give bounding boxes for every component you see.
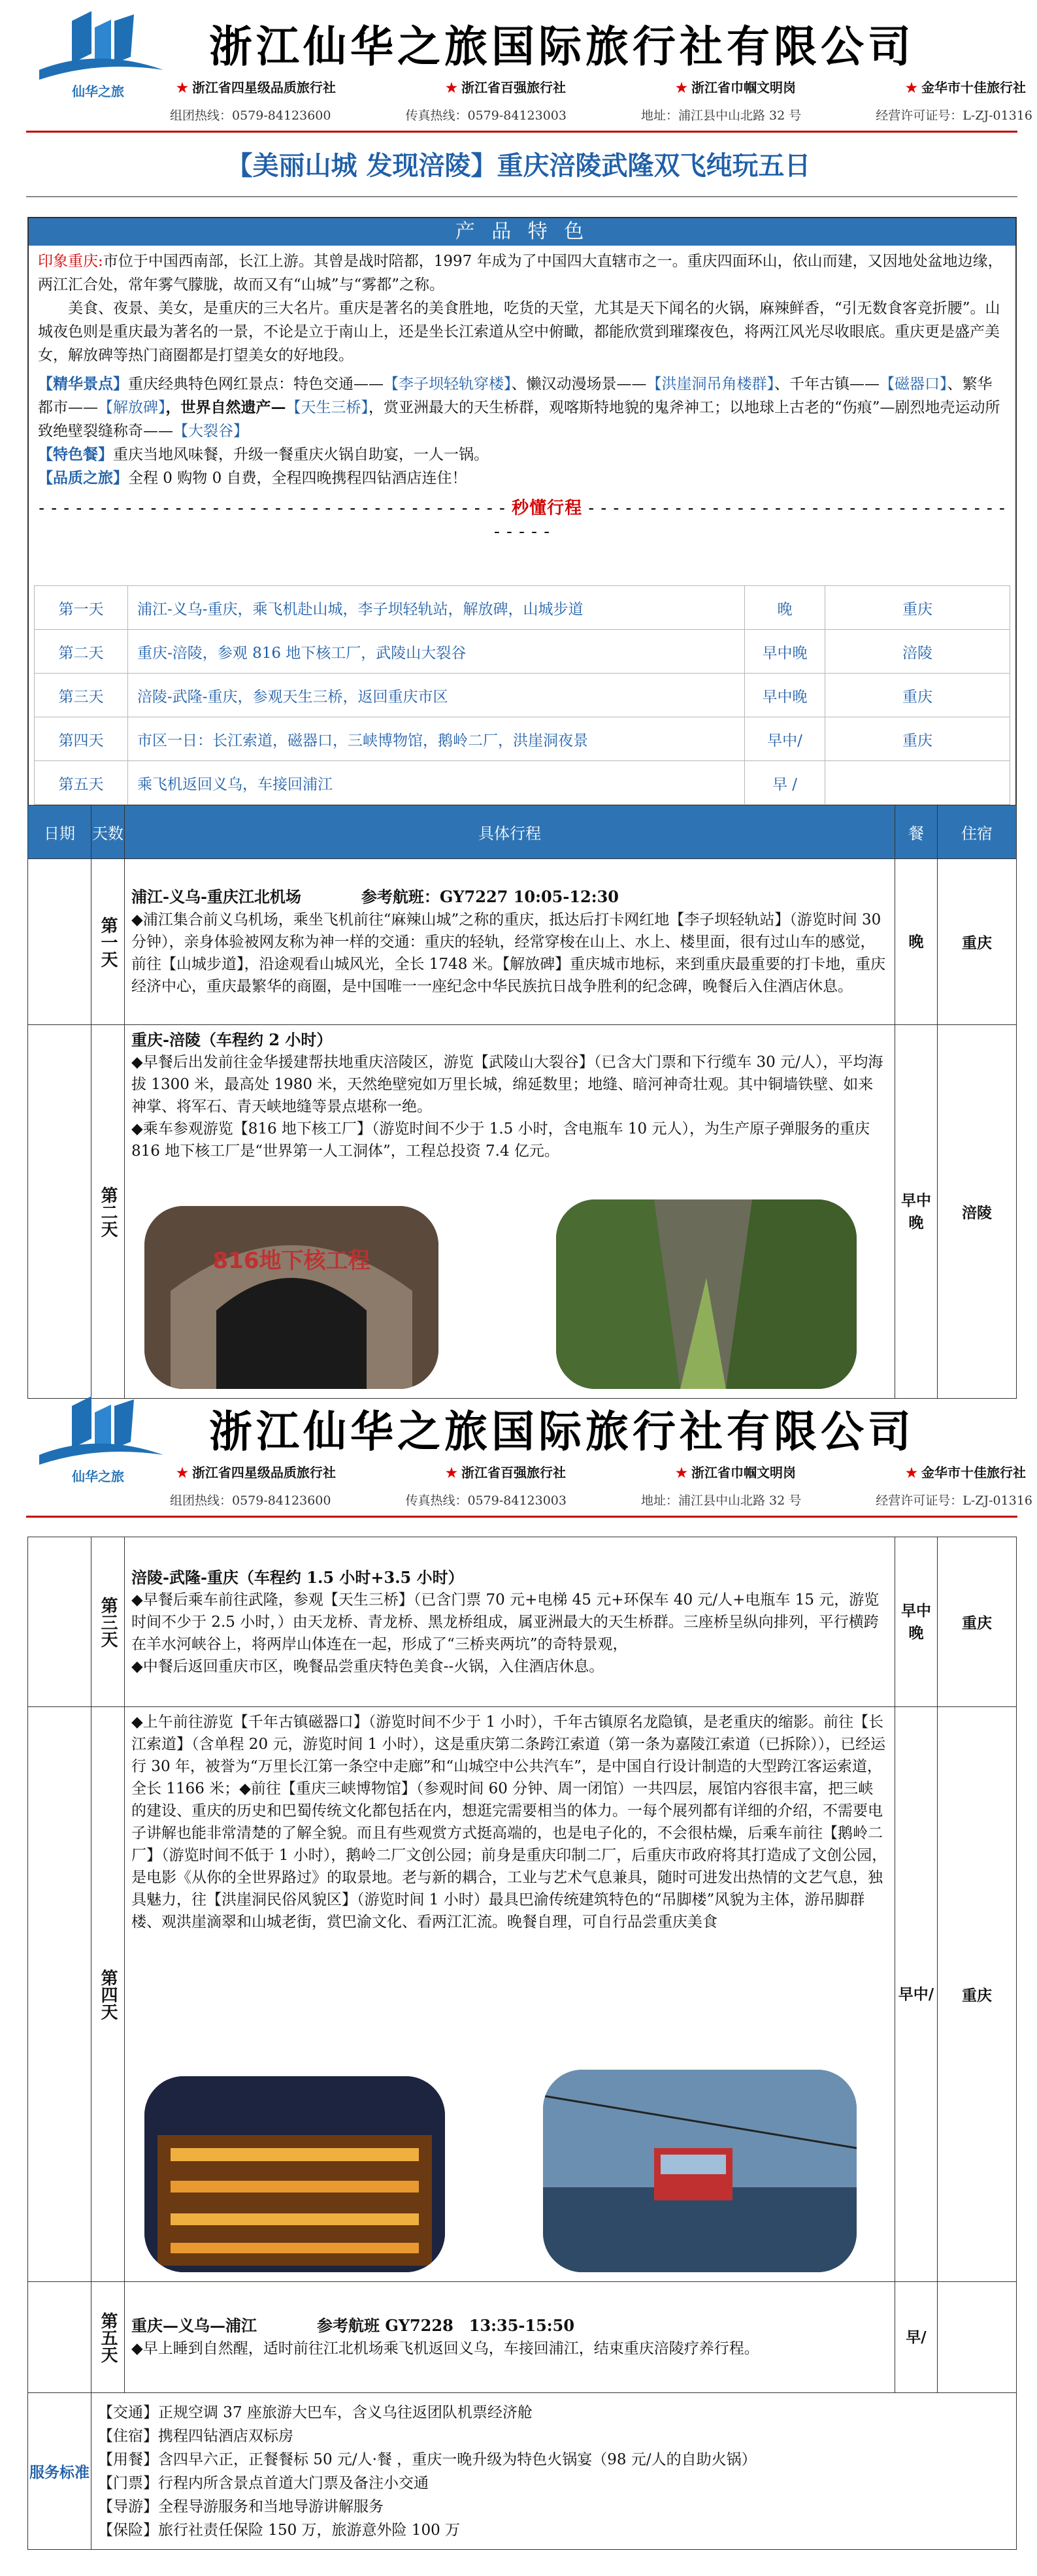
honor-item: ★ 金华市十佳旅行社 xyxy=(906,1465,1026,1480)
address-text: 地址：浦江县中山北路 32 号 xyxy=(641,108,802,123)
svg-text:仙华之旅: 仙华之旅 xyxy=(72,85,124,99)
letterhead xyxy=(0,1385,1037,1516)
day-description: 涪陵-武隆-重庆（车程约 1.5 小时+3.5 小时） ◆早餐后乘车前往武隆，参观【天生三桥】（已含门票 70 元+电梯 45 元+环保车 40 元/人+电瓶车 15 元，游览时间不少于 2.5 小时，）由天龙桥、青龙桥、黑龙桥组成，属亚洲最大的天生桥群。三座桥呈纵向排列，平行横跨在羊水河峡谷上，将两岸山体连在一起，形成了“三桥夹两坑”的奇特景观， ◆中餐后返回重庆市区，晚餐品尝重庆特色美食--火锅，入住酒店休息。 xyxy=(125,1537,895,1707)
meal-paragraph: 【特色餐】重庆当地风味餐，升级一餐重庆火锅自助宴，一人一锅。 xyxy=(38,446,489,463)
day-row: 第二天 重庆-涪陵（车程约 2 小时） ◆早餐后出发前往金华援建帮扶地重庆涪陵区，游览【武陵山大裂谷】（已含大门票和下行缆车 30 元/人），平均海拔 1300 米，最高处 1980 米，天然绝壁宛如万里长城，绵延数里；地缝、暗河神奇壮观。其中铜墙铁壁、如来神掌、将军石、青天峡地缝等景点堪称一绝。 ◆乘车参观游览【816 地下核工厂】（游览时间不少于 1.5 小时，含电瓶车 10 元人），为生产原子弹服务的重庆 816 地下核工厂是“世界第一人工洞体”，工程总投资 7.4 亿元。 816地下核工程 早中晚 涪陵 xyxy=(28,1025,1017,1399)
phone-text: 组团热线：0579-84123600 xyxy=(170,108,331,123)
contact-line xyxy=(170,106,1032,123)
service-row: 服务标准 【交通】正规空调 37 座旅游大巴车，含义乌往返团队机票经济舱 【住宿】携程四钻酒店双标房 【用餐】含四早六正，正餐餐标 50 元/人·餐 ，重庆一晚升级为特色火锅宴（98 元/人的自助火锅） 【门票】行程内所含景点首道大门票及备注小交通 【导游】全程导游服务和当地导游讲解服务 【保险】旅行社责任保险 150 万，旅游意外险 100 万 xyxy=(28,2393,1017,2550)
tunnel-photo xyxy=(144,1206,438,1389)
letterhead xyxy=(0,0,1037,131)
honor-item: ★ 金华市十佳旅行社 xyxy=(906,80,1026,95)
honor-item: ★ 浙江省百强旅行社 xyxy=(446,80,566,95)
divider xyxy=(26,1516,1017,1518)
itinerary-table xyxy=(27,805,1017,1399)
company-name: 浙江仙华之旅国际旅行社有限公司 xyxy=(209,1407,915,1457)
contact-line xyxy=(170,1491,1032,1508)
honor-item: ★ 浙江省四星级品质旅行社 xyxy=(176,80,336,95)
honor-item: ★ 浙江省巾帼文明岗 xyxy=(676,1465,796,1480)
quick-title-row: - - - - - - - - - - - - - - - - - - - - - - - - - - - - - - - - - - - - - - 秒懂行程 - - - - - - - - - - - - - - - - - - - - - - - - - - - - - - - - - - - - - - - xyxy=(39,498,1006,542)
features-heading: 产 品 特 色 xyxy=(29,218,1015,246)
day-description: ◆上午前往游览【千年古镇磁器口】（游览时间不少于 1 小时），千年古镇原名龙隐镇，是老重庆的缩影。前往【长江索道】（含单程 20 元，游览时间 1 小时），这是重庆第二条跨江索道（第一条为嘉陵江索道（已拆除）），已经运行 30 年，被誉为“万里长江第一条空中走廊”和“山城空中公共汽车”，是中国自行设计制造的大型跨江客运索道，全长 1166 米；◆前往【重庆三峡博物馆】（参观时间 60 分钟、周一闭馆）一共四层，展馆内容很丰富，把三峡的建设、重庆的历史和巴蜀传统文化都包括在内，想逛完需要相当的体力。一每个展列都有详细的介绍，不需要电子讲解也能非常清楚的了解全貌。而且有些观赏方式挺高端的，也是电子化的，不会很枯燥，后乘车前往【鹅岭二厂】（游览时间不低于 1 小时），鹅岭二厂文创公园；前身是重庆印制二厂，后重庆市政府将其打造成了文创公园，是电影《从你的全世界路过》的取景地。老与新的耦合，工业与艺术气息兼具，随时可进发出热情的文艺气息，独具魅力，往【洪崖洞民俗风貌区】（游览时间 1 小时）最具巴渝传统建筑特色的“吊脚楼”风貌为主体，游吊脚群楼、观洪崖滴翠和山城老街，赏巴渝文化、看两江汇流。晚餐自理，可自行品尝重庆美食 xyxy=(125,1707,895,2282)
phone-text: 组团热线：0579-84123600 xyxy=(170,1493,331,1508)
fax-text: 传真热线：0579-84123003 xyxy=(405,108,567,123)
svg-text:仙华之旅: 仙华之旅 xyxy=(72,1470,124,1484)
company-logo xyxy=(26,1393,170,1491)
canyon-photo xyxy=(556,1199,857,1389)
page-title: 【美丽山城 发现涪陵】重庆涪陵武隆双飞纯玩五日 xyxy=(226,150,811,181)
honor-item: ★ 浙江省四星级品质旅行社 xyxy=(176,1465,336,1480)
intro-paragraph: 印象重庆:市位于中国西南部，长江上游。其曾是战时陪都，1997 年成为了中国四大直辖市之一。重庆四面环山，依山而建，又因地处盆地边缘，两江汇合处，常年雾气朦胧，故而又有“山城”与“雾都”之称。 xyxy=(38,253,1003,293)
cable-car-photo xyxy=(543,2070,857,2272)
svg-text:816地下核工程: 816地下核工程 xyxy=(212,1248,370,1274)
honor-list xyxy=(176,1462,1026,1481)
features-body xyxy=(29,246,1015,547)
honor-item: ★ 浙江省巾帼文明岗 xyxy=(676,80,796,95)
table-header-row: 日期 天数 具体行程 餐 住宿 xyxy=(28,806,1017,859)
hongyadong-photo xyxy=(144,2076,445,2272)
table-row: 第一天 浦江-义乌-重庆，乘飞机赴山城，李子坝轻轨站，解放碑，山城步道 晚 重庆 xyxy=(35,586,1010,630)
honor-list xyxy=(176,77,1026,96)
page-2 xyxy=(0,1385,1037,2539)
license-text: 经营许可证号：L-ZJ-01316 xyxy=(876,1493,1032,1508)
page-1 xyxy=(0,0,1037,1274)
day-description: 重庆—义乌—浦江 参考航班 GY7228 13:35-15:50 ◆早上睡到自然醒，适时前往江北机场乘飞机返回义乌，车接回浦江，结束重庆涪陵疗养行程。 xyxy=(125,2282,895,2393)
table-row: 第二天 重庆-涪陵，参观 816 地下核工厂，武陵山大裂谷 早中晚 涪陵 xyxy=(35,630,1010,674)
divider xyxy=(26,196,1017,197)
license-text: 经营许可证号：L-ZJ-01316 xyxy=(876,108,1032,123)
day-row: 第一天 浦江-义乌-重庆江北机场 参考航班：GY7227 10:05-12:30 ◆浦江集合前义乌机场，乘坐飞机前往“麻辣山城”之称的重庆，抵达后打卡网红地【李子坝轻轨站】（游览时间 30 分钟），亲身体验被网友称为神一样的交通：重庆的轻轨，经常穿梭在山上、水上、楼里面，很有过山车的感觉，前往【山城步道】，沿途观看山城风光，全长 1748 米。【解放碑】重庆城市地标，来到重庆最重要的打卡地，重庆经济中心，重庆最繁华的商圈，是中国唯一一座纪念中华民族抗日战争胜利的纪念碑，晚餐后入住酒店休息。 晚 重庆 xyxy=(28,859,1017,1025)
list-item: 【导游】全程导游服务和当地导游讲解服务 xyxy=(98,2498,384,2515)
list-item: 【保险】旅行社责任保险 150 万，旅游意外险 100 万 xyxy=(98,2521,461,2539)
table-row: 第四天 市区一日：长江索道，磁器口，三峡博物馆，鹅岭二厂，洪崖洞夜景 早中/ 重庆 xyxy=(35,717,1010,761)
list-item: 【住宿】携程四钻酒店双标房 xyxy=(98,2427,293,2445)
list-item: 【交通】正规空调 37 座旅游大巴车，含义乌往返团队机票经济舱 xyxy=(98,2404,533,2421)
spots-paragraph: 【精华景点】重庆经典特色网红景点：特色交通——【李子坝轻轨穿楼】、懒汉动漫场景——【洪崖洞吊角楼群】、千年古镇——【磁器口】、繁华都市——【解放碑】，世界自然遗产—【天生三桥】，赏亚洲最大的天生桥群，观喀斯特地貌的鬼斧神工；以地球上古老的“伤痕”—剧烈地壳运动所致绝壁裂缝称奇——【大裂谷】 xyxy=(38,375,1000,440)
divider xyxy=(26,131,1017,133)
day-description: 浦江-义乌-重庆江北机场 参考航班：GY7227 10:05-12:30 ◆浦江集合前义乌机场，乘坐飞机前往“麻辣山城”之称的重庆，抵达后打卡网红地【李子坝轻轨站】（游览时间 30 分钟），亲身体验被网友称为神一样的交通：重庆的轻轨，经常穿梭在山上、水上、楼里面，很有过山车的感觉，前往【山城步道】，沿途观看山城风光，全长 1748 米。【解放碑】重庆城市地标，来到重庆最重要的打卡地，重庆经济中心，重庆最繁华的商圈，是中国唯一一座纪念中华民族抗日战争胜利的纪念碑，晚餐后入住酒店休息。 xyxy=(125,859,895,1025)
day-row: 第三天 涪陵-武隆-重庆（车程约 1.5 小时+3.5 小时） ◆早餐后乘车前往武隆，参观【天生三桥】（已含门票 70 元+电梯 45 元+环保车 40 元/人+电瓶车 15 元，游览时间不少于 2.5 小时，）由天龙桥、青龙桥、黑龙桥组成，属亚洲最大的天生桥群。三座桥呈纵向排列，平行横跨在羊水河峡谷上，将两岸山体连在一起，形成了“三桥夹两坑”的奇特景观， ◆中餐后返回重庆市区，晚餐品尝重庆特色美食--火锅，入住酒店休息。 早中晚 重庆 xyxy=(28,1537,1017,1707)
intro-paragraph-2: 美食、夜景、美女，是重庆的三大名片。重庆是著名的美食胜地，吃货的天堂，尤其是天下闻名的火锅，麻辣鲜香，“引无数食客竞折腰”。山城夜色则是重庆最为著名的一景，不论是立于南山上，还是坐长江索道从空中俯瞰，都能欣赏到璀璨夜色，将两江风光尽收眼底。重庆更是盛产美女，解放碑等热门商圈都是打望美女的好地段。 xyxy=(38,300,1000,364)
day-row: 第五天 重庆—义乌—浦江 参考航班 GY7228 13:35-15:50 ◆早上睡到自然醒，适时前往江北机场乘飞机返回义乌，车接回浦江，结束重庆涪陵疗养行程。 早/ xyxy=(28,2282,1017,2393)
list-item: 【门票】行程内所含景点首道大门票及备注小交通 xyxy=(98,2474,429,2492)
itinerary-table-continued xyxy=(27,1537,1017,2550)
day-description: 重庆-涪陵（车程约 2 小时） ◆早餐后出发前往金华援建帮扶地重庆涪陵区，游览【武陵山大裂谷】（已含大门票和下行缆车 30 元/人），平均海拔 1300 米，最高处 1980 米，天然绝壁宛如万里长城，绵延数里；地缝、暗河神奇壮观。其中铜墙铁壁、如来神掌、将军石、青天峡地缝等景点堪称一绝。 ◆乘车参观游览【816 地下核工厂】（游览时间不少于 1.5 小时，含电瓶车 10 元人），为生产原子弹服务的重庆 816 地下核工厂是“世界第一人工洞体”，工程总投资 7.4 亿元。 816地下核工程 xyxy=(125,1025,895,1399)
features-box xyxy=(27,217,1017,807)
address-text: 地址：浦江县中山北路 32 号 xyxy=(641,1493,802,1508)
company-logo xyxy=(26,8,170,106)
fax-text: 传真热线：0579-84123003 xyxy=(405,1493,567,1508)
service-list xyxy=(91,2393,1017,2550)
table-row: 第五天 乘飞机返回义乌，车接回浦江 早 / xyxy=(35,761,1010,805)
company-name: 浙江仙华之旅国际旅行社有限公司 xyxy=(209,22,915,72)
day-row: 第四天 ◆上午前往游览【千年古镇磁器口】（游览时间不少于 1 小时），千年古镇原名龙隐镇，是老重庆的缩影。前往【长江索道】（含单程 20 元，游览时间 1 小时），这是重庆第二条跨江索道（第一条为嘉陵江索道（已拆除）），已经运行 30 年，被誉为“万里长江第一条空中走廊”和“山城空中公共汽车”，是中国自行设计制造的大型跨江客运索道，全长 1166 米；◆前往【重庆三峡博物馆】（参观时间 60 分钟、周一闭馆）一共四层，展馆内容很丰富，把三峡的建设、重庆的历史和巴蜀传统文化都包括在内，想逛完需要相当的体力。一每个展列都有详细的介绍，不需要电子讲解也能非常清楚的了解全貌。而且有些观赏方式挺高端的，也是电子化的，不会很枯燥，后乘车前往【鹅岭二厂】（游览时间不低于 1 小时），鹅岭二厂文创公园；前身是重庆印制二厂，后重庆市政府将其打造成了文创公园，是电影《从你的全世界路过》的取景地。老与新的耦合，工业与艺术气息兼具，随时可进发出热情的文艺气息，独具魅力，往【洪崖洞民俗风貌区】（游览时间 1 小时）最具巴渝传统建筑特色的“吊脚楼”风貌为主体，游吊脚群楼、观洪崖滴翠和山城老街，赏巴渝文化、看两江汇流。晚餐自理，可自行品尝重庆美食 早中/ 重庆 xyxy=(28,1707,1017,2282)
table-row: 第三天 涪陵-武隆-重庆，参观天生三桥，返回重庆市区 早中晚 重庆 xyxy=(35,674,1010,717)
quality-paragraph: 【品质之旅】全程 0 购物 0 自费，全程四晚携程四钻酒店连住！ xyxy=(38,469,467,487)
honor-item: ★ 浙江省百强旅行社 xyxy=(446,1465,566,1480)
quick-schedule-table xyxy=(34,585,1010,805)
list-item: 【用餐】含四早六正，正餐餐标 50 元/人·餐 ，重庆一晚升级为特色火锅宴（98 元/人的自助火锅） xyxy=(98,2451,757,2468)
